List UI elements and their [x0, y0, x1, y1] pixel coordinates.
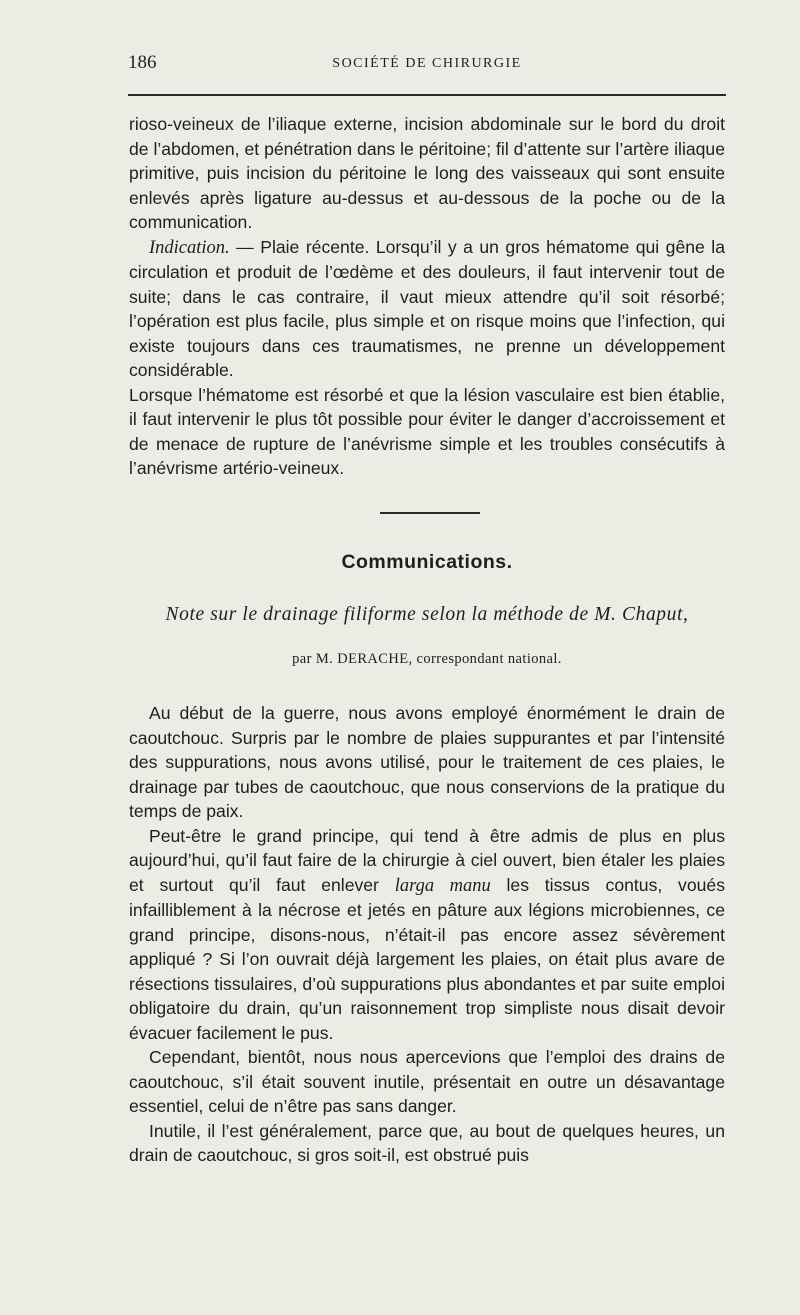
indication-continued: Lorsque l’hématome est résorbé et que la lésion vasculaire est bien établie, il faut intervenir le plus tôt possible pour éviter le danger d’accroissement et de menace de rupture de l’anévrisme simple et les troubles consécutifs à l’anévrisme artério-veineux. [129, 384, 725, 478]
paragraph-continuation: rioso-veineux de l’iliaque externe, incision abdominale sur le bord du droit de l’abdomen, et pénétration dans le péritoine; fil d’attente sur l’artère iliaque primitive, puis incision du péritoine le long des vaisseaux qui sont ensuite enlevés après ligature au-dessus et au-dessous de la poche ou de la communication. [129, 114, 725, 232]
page-header [128, 52, 726, 82]
article-body [129, 701, 725, 1168]
header-rule [128, 94, 726, 96]
p2-text-a: Peut-être le grand principe, qui tend à être admis de plus en plus aujourd’hui, qu’il faut faire de la chirurgie à ciel ouvert, bien étaler les plaies et surtout qu’il faut enlever [129, 825, 725, 895]
article-paragraph-3: Cependant, bientôt, nous nous apercevions que l’emploi des drains de caoutchouc, s’il était souvent inutile, présentait en outre un désavantage essentiel, celui de n’être pas sans danger. [129, 1047, 725, 1116]
page-number: 186 [128, 52, 157, 73]
p2-text-b: les tissus contus, voués infailliblement à la nécrose et jetés en pâture aux légions microbiennes, ce grand principe, disons-nous, n’était-il pas encore assez sévèrement appliqué ? Si l’on ouvrait déjà largement les plaies, on était plus avare de résections tissulaires, d’où suppurations plus abondantes et par suite emploi obligatoire du drain, qu’un raisonnement trop simpliste nous disait devoir évacuer facilement le pus. [129, 874, 725, 1043]
article-paragraph-1: Au début de la guerre, nous avons employé énormément le drain de caoutchouc. Surpris par le nombre de plaies suppurantes et par l’intensité des suppurations, nous avons utilisé, pour le traitement de ces plaies, le drainage par tubes de caoutchouc, que nous conservions de la pratique du temps de paix. [129, 703, 725, 821]
top-text-block [129, 112, 725, 481]
continuation-paragraph [129, 112, 725, 481]
p2-italic-phrase: larga manu [394, 875, 491, 896]
article-paragraph-4: Inutile, il l’est généralement, parce que, au bout de quelques heures, un drain de caoutchouc, si gros soit-il, est obstrué puis [129, 1120, 725, 1165]
article-text [129, 701, 725, 1168]
indication-paragraph [129, 235, 725, 383]
article-title: Note sur le drainage filiforme selon la méthode de M. Chaput, [165, 604, 689, 625]
indication-text: — Plaie récente. Lorsqu’il y a un gros hématome qui gêne la circulation et produit de l’œdème et des douleurs, il faut intervenir tout de suite; dans le cas contraire, il vaut mieux attendre qu’il soit résorbé; l’opération est plus facile, plus simple et on risque moins que l’infection, qui existe toujours dans ces traumatismes, ne prenne un développement considérable. [129, 236, 725, 380]
article-byline: par M. DERACHE, correspondant national. [292, 651, 562, 667]
article-paragraph-2 [129, 824, 725, 1046]
running-title: SOCIÉTÉ DE CHIRURGIE [332, 56, 522, 71]
section-separator [380, 512, 480, 514]
section-heading: Communications. [341, 551, 513, 573]
indication-lead: Indication. [149, 237, 230, 258]
